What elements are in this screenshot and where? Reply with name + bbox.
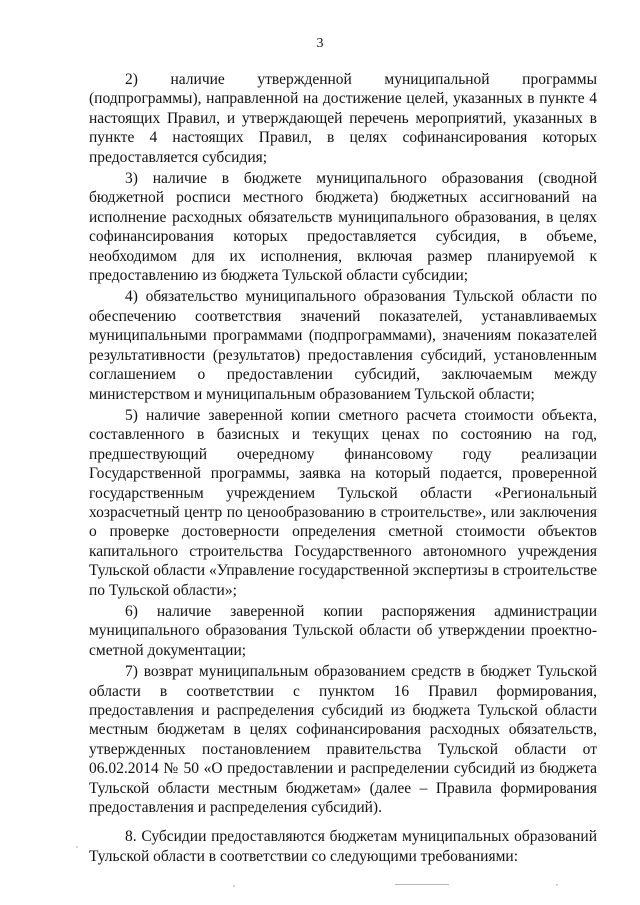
scan-artifact-dot: [233, 885, 235, 887]
paragraph-item-6: 6) наличие заверенной копии распоряжения администрации муниципального образования Тульской области об утверждении проектно-сметной документации;: [89, 602, 597, 659]
paragraph-item-3: 3) наличие в бюджете муниципального образования (сводной бюджетной росписи местного бюджета) бюджетных ассигнований на исполнение расходных обязательств муниципального образования, в целях софинансирования которых предоставляется субсидия, в объеме, необходимом для их исполнения, включая размер планируемой к предоставлению из бюджета Тульской области субсидии;: [89, 170, 597, 285]
paragraph-item-4: 4) обязательство муниципального образования Тульской области по обеспечению соответствия значений показателей, устанавливаемых муниципальными программами (подпрограммами), значениям показателей результативности (результатов) предоставления субсидий, установленным соглашением о предоставлении субсидий, заключаемым между министерством и муниципальным образованием Тульской области;: [89, 288, 597, 403]
paragraph-item-2: 2) наличие утвержденной муниципальной программы (подпрограммы), направленной на достижение целей, указанных в пункте 4 настоящих Правил, и утверждающей перечень мероприятий, указанных в пункте 4 настоящих Правил, в целях софинансирования которых предоставляется субсидия;: [89, 71, 597, 166]
scan-artifact-dot: [556, 884, 558, 886]
paragraph-section-8: 8. Субсидии предоставляются бюджетам муниципальных образований Тульской области в соответствии со следующими требованиями:: [89, 828, 597, 865]
scan-artifact-dot: [76, 846, 78, 848]
document-body: [89, 70, 597, 866]
page-number: 3: [316, 36, 324, 51]
paragraph-item-5: 5) наличие заверенной копии сметного расчета стоимости объекта, составленного в базисных и текущих ценах по состоянию на год, предшествующий очередному финансовому году реализации Государственной программы, заявка на который подается, проверенной государственным учреждением Тульской области «Региональный хозрасчетный центр по ценообразованию в строительстве», или заключения о проверке достоверности определения сметной стоимости объектов капитального строительства Государственного автономного учреждения Тульской области «Управление государственной экспертизы в строительстве по Тульской области»;: [89, 406, 597, 599]
scan-artifact-line: [395, 884, 449, 885]
paragraph-item-7: 7) возврат муниципальным образованием средств в бюджет Тульской области в соответствии с пунктом 16 Правил формирования, предоставления и распределения субсидий из бюджета Тульской области местным бюджетам в целях софинансирования расходных обязательств, утвержденных постановлением правительства Тульской области от 06.02.2014 № 50 «О предоставлении и распределении субсидий из бюджета Тульской области местным бюджетам» (далее – Правила формирования предоставления и распределения субсидий).: [89, 663, 597, 817]
